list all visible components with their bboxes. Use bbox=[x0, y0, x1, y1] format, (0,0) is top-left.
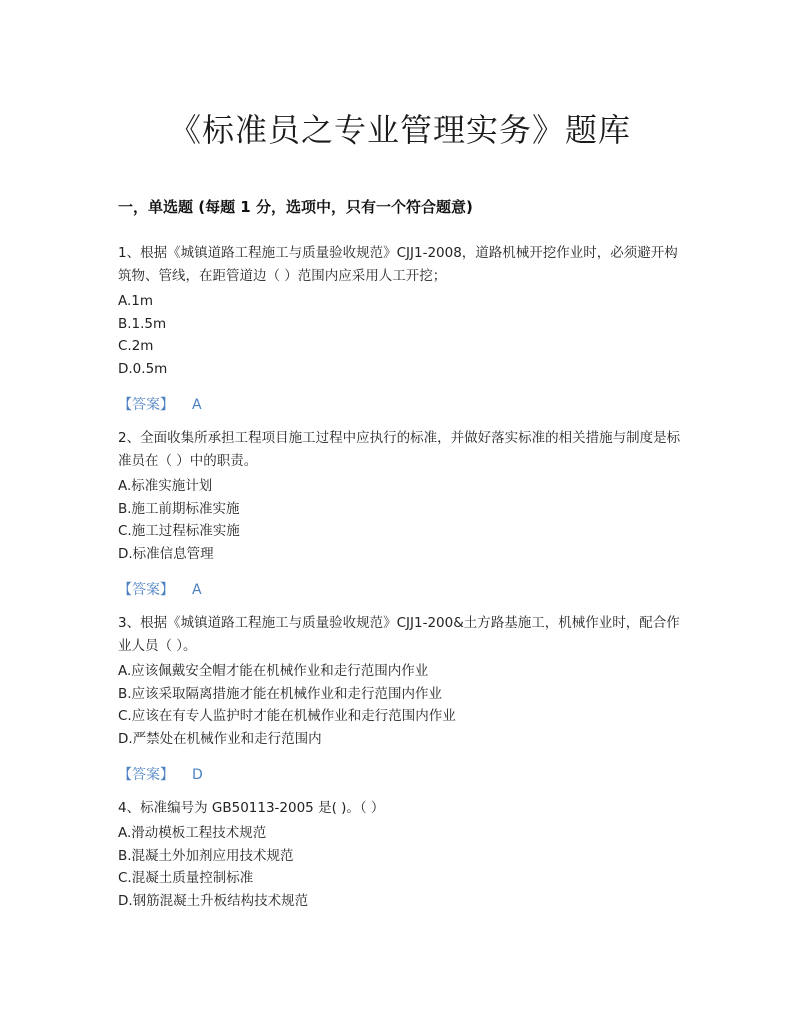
option-b: B.施工前期标准实施 bbox=[118, 500, 240, 517]
answer-value: D bbox=[192, 767, 203, 783]
option-a: A.滑动模板工程技术规范 bbox=[118, 825, 267, 841]
question-stem: 1、根据《城镇道路工程施工与质量验收规范》CJJ1-2008，道路机械开挖作业时，必须避开构筑物、管线，在距管道边（ ）范围内应采用人工开挖； bbox=[118, 245, 678, 284]
option-b: B.1.5m bbox=[118, 315, 167, 332]
section-heading: 一，单选题 (每题 1 分，选项中，只有一个符合题意) bbox=[118, 198, 473, 216]
question-stem: 3、根据《城镇道路工程施工与质量验收规范》CJJ1-200&土方路基施工，机械作业时，配合作业人员（ ）。 bbox=[118, 615, 680, 654]
option-c: C.施工过程标准实施 bbox=[118, 523, 240, 539]
question-3 bbox=[118, 612, 688, 786]
page-title: 《标准员之专业管理实务》题库 bbox=[168, 111, 631, 149]
answer-label: 【答案】 bbox=[118, 767, 174, 783]
option-d: D.严禁处在机械作业和走行范围内 bbox=[118, 730, 322, 747]
option-a: A.应该佩戴安全帽才能在机械作业和走行范围内作业 bbox=[118, 663, 429, 679]
answer-value: A bbox=[192, 582, 202, 598]
question-4 bbox=[118, 797, 688, 912]
answer-value: A bbox=[192, 397, 202, 413]
option-d: D.标准信息管理 bbox=[118, 545, 214, 562]
answer-line bbox=[118, 579, 688, 601]
question-stem: 2、全面收集所承担工程项目施工过程中应执行的标准，并做好落实标准的相关措施与制度是标准员在（ ）中的职责。 bbox=[118, 430, 681, 469]
option-a: A.标准实施计划 bbox=[118, 478, 213, 494]
option-c: C.混凝土质量控制标准 bbox=[118, 870, 254, 886]
option-a: A.1m bbox=[118, 293, 154, 309]
answer-line bbox=[118, 394, 688, 416]
question-2 bbox=[118, 427, 688, 601]
question-1 bbox=[118, 242, 688, 416]
option-c: C.2m bbox=[118, 338, 154, 354]
question-stem: 4、标准编号为 GB50113-2005 是( )。（ ） bbox=[118, 800, 385, 816]
option-c: C.应该在有专人监护时才能在机械作业和走行范围内作业 bbox=[118, 708, 456, 724]
option-d: D.0.5m bbox=[118, 360, 168, 377]
option-b: B.混凝土外加剂应用技术规范 bbox=[118, 847, 294, 864]
option-d: D.钢筋混凝土升板结构技术规范 bbox=[118, 892, 309, 909]
answer-label: 【答案】 bbox=[118, 397, 174, 413]
answer-label: 【答案】 bbox=[118, 582, 174, 598]
answer-line bbox=[118, 764, 688, 786]
option-b: B.应该采取隔离措施才能在机械作业和走行范围内作业 bbox=[118, 685, 443, 702]
